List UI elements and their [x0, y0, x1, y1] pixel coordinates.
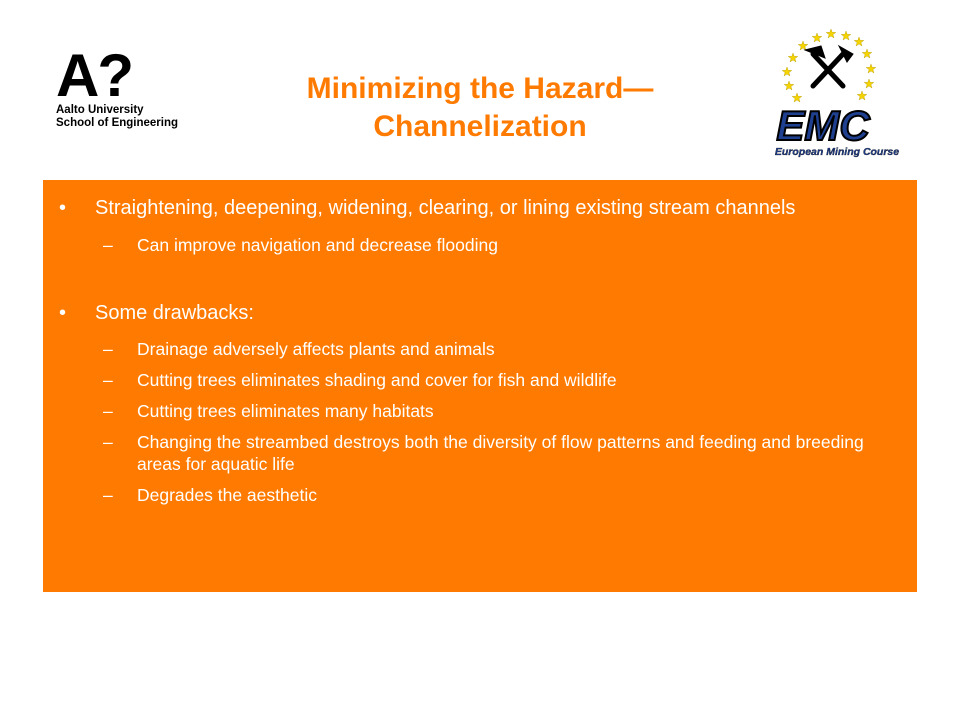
sub-bullet-marker: – — [103, 235, 113, 255]
sub-bullet-drainage — [43, 338, 917, 360]
aalto-logo-letter: A — [56, 42, 98, 109]
aalto-university-logo — [56, 42, 196, 140]
slide-title-line2: Channelization — [373, 110, 587, 143]
sub-bullet-marker: – — [103, 339, 113, 359]
sub-bullet-streambed — [43, 431, 917, 475]
bullet-marker: • — [59, 197, 67, 219]
sub-bullet-text: Can improve navigation and decrease flooding — [137, 235, 498, 255]
sub-bullet-text: Changing the streambed destroys both the diversity of flow patterns and feeding and breeding areas for aquatic life — [137, 432, 864, 474]
sub-bullet-text: Drainage adversely affects plants and animals — [137, 339, 495, 359]
aalto-logo-line2: School of Engineering — [56, 117, 179, 129]
sub-bullet-marker: – — [103, 401, 113, 421]
content-box — [43, 180, 917, 592]
sub-bullet-marker: – — [103, 485, 113, 505]
emc-logo — [755, 24, 920, 164]
aalto-logo-line1: Aalto University — [56, 104, 144, 116]
sub-bullet-navigation — [43, 234, 917, 256]
aalto-logo-mark — [56, 42, 196, 109]
sub-bullet-text: Cutting trees eliminates shading and cover for fish and wildlife — [137, 370, 617, 390]
bullet-drawbacks — [43, 299, 917, 327]
emc-logo-acronym: EMC — [776, 102, 870, 149]
sub-bullet-habitats — [43, 400, 917, 422]
slide-title — [230, 70, 730, 146]
spacer — [43, 265, 917, 299]
sub-bullet-marker: – — [103, 370, 113, 390]
sub-bullet-text: Degrades the aesthetic — [137, 485, 317, 505]
sub-bullet-shading — [43, 369, 917, 391]
slide-title-line1: Minimizing the Hazard— — [306, 72, 654, 105]
sub-bullet-aesthetic — [43, 484, 917, 506]
bullet-text: Straightening, deepening, widening, clearing, or lining existing stream channels — [95, 197, 796, 219]
aalto-logo-symbol: ? — [97, 42, 132, 109]
bullet-text: Some drawbacks: — [95, 302, 254, 324]
bullet-marker: • — [59, 302, 67, 324]
sub-bullet-text: Cutting trees eliminates many habitats — [137, 401, 434, 421]
bullet-straightening — [43, 194, 917, 222]
emc-logo-tagline: European Mining Course — [774, 146, 900, 158]
hammer-and-pick-icon — [805, 46, 853, 86]
sub-bullet-marker: – — [103, 432, 113, 452]
